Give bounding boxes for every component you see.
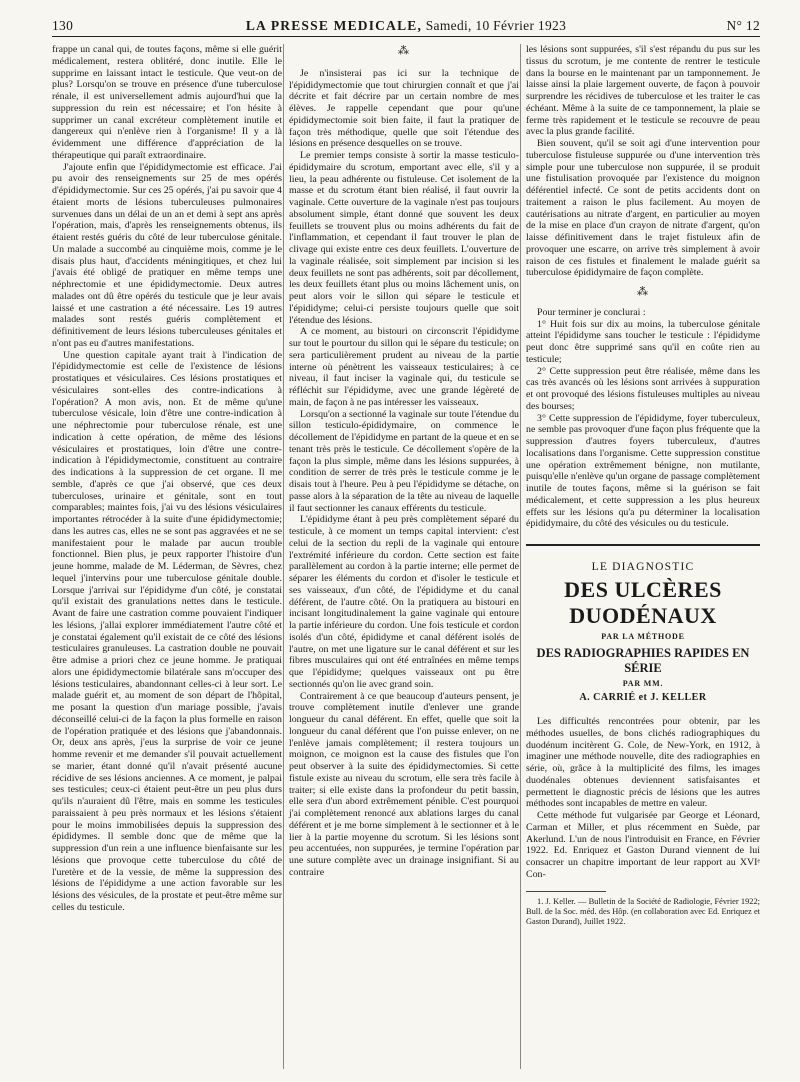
paragraph: frappe un canal qui, de toutes façons, même si elle guérit médicalement, restera oblitéré, donc inutile. Elle le supprime en laissant intact le testicule. Que veut-on de plus? Lorsqu'on se trouve en présence d'une tuberculose rénale, il est universellement admis aujourd'hui que la suppression du rein est nécessaire; et l'on hésite à supprimer un canal excréteur complètement inutile et dangereux qui n'enlève rien à l'organisme! Il y a là évidemment une différence d'appréciation de la thérapeutique qui paraît extraordinaire. <box>52 44 282 161</box>
column-3 <box>526 44 760 1074</box>
column-1 <box>52 44 282 1074</box>
paragraph: les lésions sont suppurées, s'il s'est répandu du pus sur les tissus du scrotum, je me contente de rentrer le testicule dans la bourse en le maintenant par un tamponnement. Je laisse ainsi la plaie largement ouverte, de façon à pouvoir surprendre les récidives de tuberculose et les traiter le cas échéant. Même à la suite de ce tamponnement, la plaie se ferme très rapidement et le testicule se recouvre de peau avec la plus grande facilité. <box>526 44 760 138</box>
conclusion-intro: Pour terminer je conclurai : <box>537 306 646 318</box>
article-subtitle: DES RADIOGRAPHIES RAPIDES EN SÉRIE <box>536 645 750 675</box>
paragraph: Lorsqu'on a sectionné la vaginale sur toute l'étendue du sillon testiculo-épididymaire, on commence le décollement de l'épididyme en partant de la queue et en se tenant très près le testicule. Ce décollement s'opère de la façon la plus simple, même dans les lésions suppurées, à condition de serrer de très près le testicule comme je le disais tout à l'heure. Peu à peu l'épididyme se détache, on passe alors à la séparation de la tête au niveau de laquelle il faut sectionner les canaux efférents du testicule. <box>289 408 519 514</box>
paragraph: Contrairement à ce que beaucoup d'auteurs pensent, je trouve complètement inutile d'enlever une grande longueur du canal déférent. En effet, quelle que soit la longueur du canal déférent que l'on puisse enlever, on ne l'enlève jamais complètement; il restera toujours un moignon, ce moignon est la cause des fistules que l'on peut observer à la suite des épididymectomies. Si cette fistule existe au niveau du scrotum, elle sera très facile à traiter; si elle existe dans la profondeur du petit bassin, elle sera d'un abord extrêmement pénible. C'est pourquoi j'ai complètement renoncé aux ablations larges du canal déférent et je me borne simplement à le sectionner et à le lier à la partie moyenne du scrotum. Si les lésions sont peu accentuées, non suppurées, je termine l'opération par une suture complète avec un drainage insignifiant. Si au contraire <box>289 690 519 878</box>
conclusion-item: 1° Huit fois sur dix au moins, la tuberculose génitale atteint l'épididyme sans toucher le testicule : l'épididyme peut donc être supprimé sans qu'il en coûte rien au testicule; <box>526 318 760 365</box>
paragraph: Le premier temps consiste à sortir la masse testiculo-épididymaire du scrotum, emportant avec elle, s'il y a lieu, la peau adhérente ou fistuleuse. Cet isolement de la masse et du scrotum étant bien réalisé, il faut ouvrir la vaginale. Cette ouverture de la vaginale n'est pas toujours absolument simple, étant donné que souvent les deux feuillets se trouvent plus ou moins adhérents du fait de l'inflammation, et cependant il faut trouver le plan de clivage qui existe entre ces deux feuillets. L'ouverture de la vaginale réalisée, soit simplement par incision si les deux feuillets ne sont pas adhérents, soit par décollement, les deux feuillets étant plus ou moins lâchement unis, on peut alors voir le sillon qui sépare le testicule et l'épididyme; celui-ci persiste toujours quelle que soit l'étendue des lésions. <box>289 150 519 326</box>
conclusion-item: 2° Cette suppression peut être réalisée, même dans les cas très avancés où les lésions sont arrivées à suppuration et ont provoqué des lésions fistuleuses multiples au niveau des bourses; <box>526 365 760 412</box>
section-break-asterism: ⁂ <box>398 45 410 57</box>
issue-date: Samedi, 10 Février 1923 <box>425 18 567 33</box>
paragraph: Bien souvent, qu'il se soit agi d'une intervention pour tuberculose fistuleuse suppurée ou d'une intervention très simple pour une tuberculose non suppurée, il se produit une fistulisation provoquée par l'existence du moignon déférentiel infecté. Ce sont de petits accidents dont on traitement a raison le plus facilement. Au moyen de cautérisations au nitrate d'argent, en particulier au moyen de la mise en place d'un crayon de nitrate d'argent, qu'on laisse définitivement dans le trajet fistuleux afin de provoquer une escarre, on arrive très simplement à avoir raison de ces fistules et finalement le malade guérit sa tuberculose épididymaire de façon complète. <box>526 138 760 279</box>
paragraph: A ce moment, au bistouri on circonscrit l'épididyme sur tout le pourtour du sillon qui le sépare du testicule; on sera particulièrement prudent au niveau de la partie interne où pénètrent les vaisseaux testiculaires; à ce niveau, il faut inciser la vaginale qui, du testicule se réfléchit sur l'épididyme, avec une grande légèreté de main, de façon à ne pas intéresser les vaisseaux. <box>289 326 519 408</box>
header-rule <box>52 36 760 37</box>
paragraph: Une question capitale ayant trait à l'indication de l'épididymectomie est celle de l'existence de lésions prostatiques et vésiculaires. Ces lésions prostatiques et vésiculaires sont-elles des contre-indications à l'opération? A mon avis, non. Et de même qu'une tuberculose vésicale, loin d'être une contre-indication à une néphrectomie pour tuberculose rénale, est une indication à cette opération, de même des lésions vésiculaires et prostatiques, loin d'être une contre-indication à l'épididymectomie, constituent au contraire des indications à la suppression de cet organe. Il me semble, d'après ce que j'ai observé, que ces deux tuberculoses, urinaire et génitale, sont en tout comparables; maintes fois, j'ai vu des lésions vésiculaires importantes rétrocéder à la suite d'une épididymectomie; dans les autres cas, elles ne se sont pas aggravées et ne se manifestaient pour le malade par aucun trouble fonctionnel. Bien plus, je peux rapporter l'histoire d'un jeune homme, malade de M. Léderman, de Sèvres, chez lequel j'intervins pour une tuberculose génitale double. Lorsque j'arrivai sur l'épididyme d'un côté, je constatai qu'il existait des granulations nettes dans le testicule. Avant de faire une castration comme pouvaient l'indiquer les lésions, j'allai explorer immédiatement l'autre côté et je constatai également qu'il existait de ce côté des lésions testiculaires granuleuses. La castration double ne pouvait être admise a priori chez ce jeune homme. Je pratiquai alors une épididymectomie bilatérale sans m'occuper des lésions testiculaires, abandonnant celles-ci à leur sort. Le malade guérit et, au moment de son départ de l'hôpital, me posant la question d'un mariage possible, j'avais déconseillé celui-ci de la façon la plus formelle en raison de l'opération pratiquée et des lésions que j'abandonnais. Or, deux ans après, j'eus la surprise de voir ce jeune homme revenir et me demander s'il pouvait actuellement se marier, étant donné qu'il n'avait présenté aucune récidive de ses lésions anciennes. A ce moment, je palpai ses testicules; ceux-ci étaient peut-être un peu plus durs qu'ils n'auraient dû l'être, mais en somme les testicules paraissaient à peu près normaux et les lésions s'étaient pour le moins immobilisées depuis la suppression des épididymes. Il semble donc que de même que la suppression d'un rein a une influence bienfaisante sur les lésions que provoque cette tuberculose du côté de l'uretère et de la vessie, de même la suppression des lésions de l'épididyme a une action favorable sur les lésions des vésicules, de la prostate et peut-être même sur celles du testicule. <box>52 349 282 913</box>
paragraph: Les difficultés rencontrées pour obtenir, par les méthodes usuelles, de bons clichés radiographiques du duodénum incitèrent G. Cole, de New-York, en 1912, à imaginer une méthode nouvelle, dite des radiographies en série, où, grâce à la multiplicité des films, les images duodénales obtenues deviennent satisfaisantes et permettent le diagnostic précis de lésions que les autres méthodes sont incapables de mettre en valeur. <box>526 716 760 810</box>
section-break-asterism: ⁂ <box>637 286 649 298</box>
column-2 <box>289 44 519 1074</box>
issue-number: N° 12 <box>726 18 760 33</box>
article-title: DES ULCÈRES DUODÉNAUX <box>564 576 722 628</box>
conclusion-item: 3° Cette suppression de l'épididyme, foyer tuberculeux, ne semble pas provoquer d'une façon plus fréquente que la suppression d'autres foyers tuberculeux, d'autres localisations dans l'organisme. Cette suppression constitue une opération extrêmement bénigne, non mutilante, puisqu'elle n'enlève qu'un organe de passage complètement inutile de toutes façons, même si la guérison se fait médicalement, et cette suppression a les plus heureux effets sur les lésions qu'a pu déterminer la localisation épididymaire, du côté des vésicules ou du testicule. <box>526 412 760 530</box>
paragraph: Cette méthode fut vulgarisée par George et Léonard, Carman et Miller, et plus récemment en Suède, par Akerlund. L'un de nous l'introduisit en France, en Février 1922. Ed. Enriquez et Gaston Durand viennent de lui consacrer un chapitre important de leur rapport au XVIᵉ Con- <box>526 810 760 880</box>
page-number: 130 <box>52 18 74 33</box>
article-kicker: LE DIAGNOSTIC <box>591 561 695 573</box>
article-by-method: PAR LA MÉTHODE <box>601 631 685 641</box>
footnote-rule <box>526 891 606 892</box>
column-divider <box>520 44 521 1069</box>
page-header <box>52 14 760 38</box>
article-authors: A. CARRIÉ et J. KELLER <box>579 692 707 704</box>
running-title <box>52 18 760 34</box>
article-separator <box>526 544 760 546</box>
journal-name: LA PRESSE MEDICALE, <box>245 18 423 33</box>
paragraph: L'épididyme étant à peu près complètement séparé du testicule, à ce moment un temps capital intervient: c'est celui de la section du repli de la vaginale qui entoure l'extrémité inférieure du cordon. Cette section est faite parallèlement au cordon à la partie interne; elle permet de séparer les éléments du cordon et d'isoler le testicule et ses vaisseaux, d'un côté, de l'épididyme et du canal déférent, de l'autre côté. On la pratiquera au bistouri en incisant longitudinalement la gaine vaginale qui entoure la partie inférieure du cordon. Une fois testicule et cordon isolés d'un côté, épididyme et canal déférent isolés de l'autre, on met une ligature sur le canal déférent et sur les fibres musculaires qui ont été entraînées en même temps que l'épididyme; quelques vaisseaux ont pu être sectionnés qu'on lie avec grand soin. <box>289 514 519 690</box>
paragraph: Je n'insisterai pas ici sur la technique de l'épididymectomie que tout chirurgien connaît et que j'ai décrite et fait décrire par un certain nombre de mes élèves. Je rappelle cependant que pour qu'une épididymectomie soit bien faite, il faut la pratiquer de façon très méthodique, quelle que soit l'étendue des lésions en présence desquelles on se trouve. <box>289 67 519 150</box>
column-divider <box>283 44 284 1069</box>
article-by: PAR MM. <box>622 678 664 688</box>
paragraph: J'ajoute enfin que l'épididymectomie est efficace. J'ai pu avoir des renseignements sur 25 de mes opérés d'épididymectomie. Sur ces 25 opérés, j'ai pu savoir que 4 étaient morts de lésions tuberculeuses pulmonaires survenues dans un délai de un an et demi à sept ans après l'opération, mais, d'après les renseignements obtenus, ils étaient restés guéris du côté de leur tuberculose génitale. Un malade a succombé au cinquième mois, comme je le disais plus haut, d'accidents méningitiques, et chez lui j'avais été obligé de pratiquer en même temps une néphrectomie et une épididymectomie. Deux autres malades ont dû être opérés du testicule que je leur avais laissé et une castration a été nécessaire. Les 19 autres malades sont restés guéris complètement et définitivement de leurs lésions tuberculeuses génitales et n'ont pas eu d'autres manifestations. <box>52 161 282 349</box>
footnote: 1. J. Keller. — Bulletin de la Société de Radiologie, Février 1922; Bull. de la Soc. méd. des Hôp. (en collaboration avec Ed. Enriquez et Gaston Durand), Juillet 1922. <box>526 896 760 926</box>
